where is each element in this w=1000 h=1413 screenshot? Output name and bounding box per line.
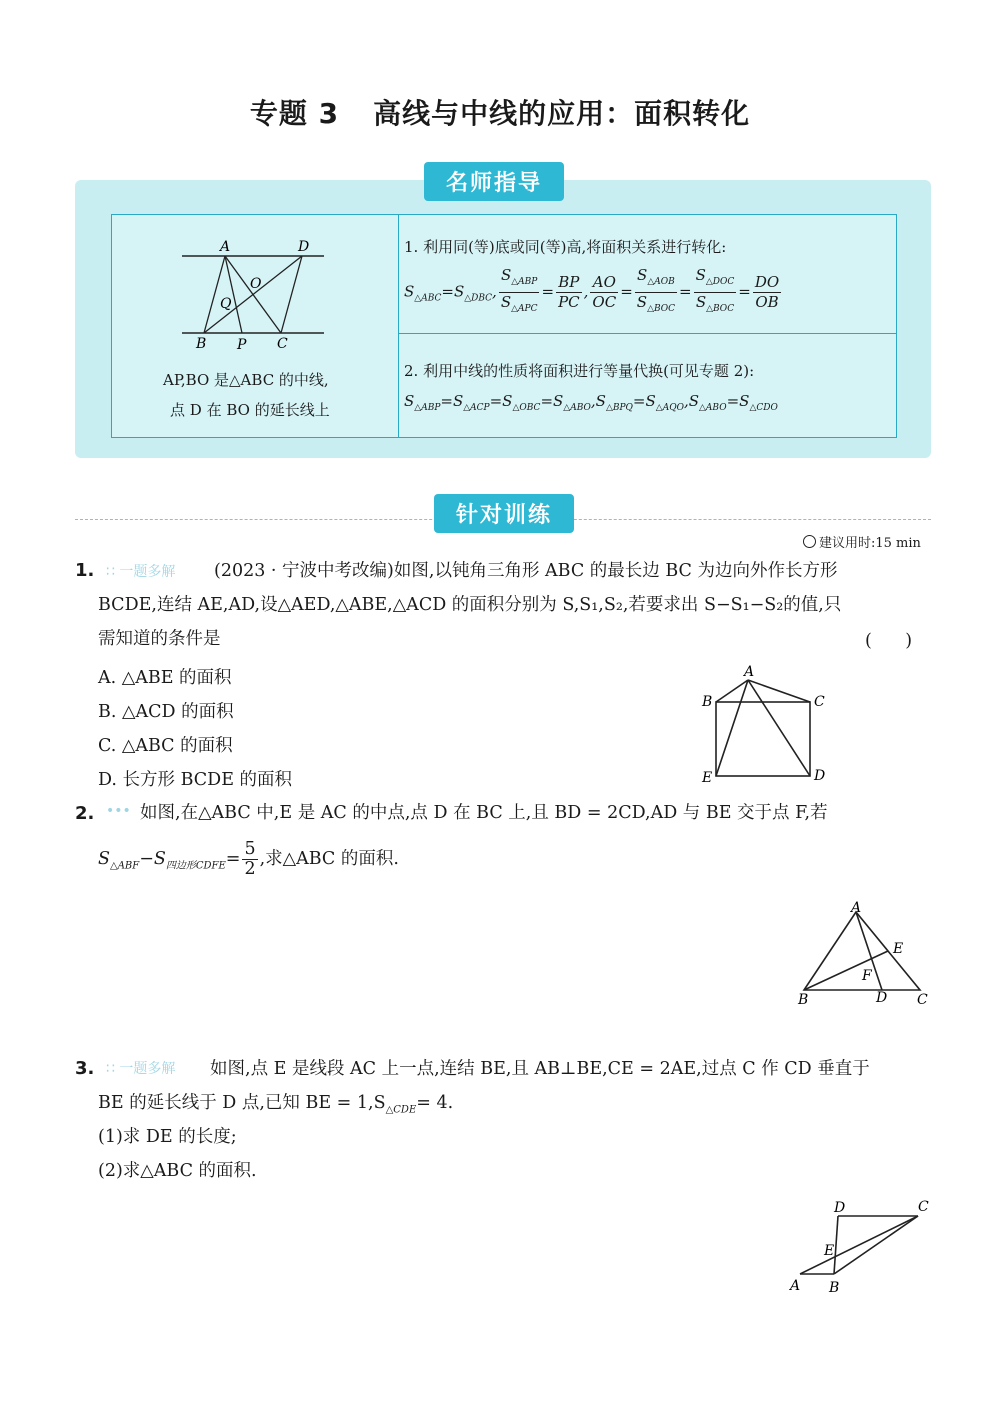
teacher-guide-tag: 名师指导 bbox=[424, 162, 564, 201]
q1-badge: ∷ 一题多解 bbox=[106, 564, 176, 580]
label-c: C bbox=[814, 694, 825, 710]
seg-bc bbox=[834, 1216, 918, 1274]
label-c: C bbox=[277, 336, 288, 352]
label-a: A bbox=[744, 664, 755, 680]
seg-ab bbox=[716, 680, 748, 702]
guide-divider-horizontal bbox=[398, 333, 896, 334]
figure-caption-1: AP,BO 是△ABC 的中线, bbox=[163, 371, 329, 389]
q1-line-1: (2023 · 宁波中考改编)如图,以钝角三角形 ABC 的最长边 BC 为边向外作长方形 bbox=[214, 561, 838, 581]
formula-2: $S_{\triangle ABP}=S_{\triangle ACP}=S_{\triangle OBC}=S_{\triangle ABO},S_{\triangle BPQ}=S_{\triangle AQO},S_{\triangle ABO}=S_{\triangle CDO}$ bbox=[404, 392, 778, 413]
q3-sub-2: (2)求△ABC 的面积. bbox=[98, 1161, 257, 1181]
q1-answer-paren: ( ) bbox=[865, 631, 913, 651]
q1-line-3: 需知道的条件是 bbox=[98, 629, 221, 649]
label-p: P bbox=[237, 337, 247, 353]
label-b: B bbox=[798, 992, 809, 1008]
q3-line-2: BE 的延长线于 D 点,已知 BE = $1,S_{\triangle CDE}= 4$. bbox=[98, 1093, 454, 1116]
formula-1: $S_{\triangle ABC}=S_{\triangle DBC}$, $\frac{S_{\triangle ABP}}{S_{\triangle APC}}$ = $\frac{BP}{PC}$ , $\frac{AO}{OC}$ = $\frac{S_{\triangle AOB}}{S_{\triangle BOC}}$ = $\frac{S_{\triangle DOC}}{S_{\triangle BOC}}$ = $\frac{DO}{OB}$ bbox=[404, 266, 780, 314]
grid-icon: ∷ bbox=[106, 564, 120, 580]
q3-number: 3. bbox=[75, 1058, 95, 1079]
q3-badge: ∷ 一题多解 bbox=[106, 1061, 176, 1077]
label-b: B bbox=[196, 336, 207, 352]
q1-option-b: B. △ACD 的面积 bbox=[98, 702, 234, 722]
q3-sub-1: (1)求 DE 的长度; bbox=[98, 1127, 237, 1147]
suggested-time: 建议用时:15 min bbox=[803, 532, 921, 551]
q1-line-2: BCDE,连结 AE,AD,设△AED,△ABE,△ACD 的面积分别为 S,S₁,S₂,若要求出 S−S₁−S₂的值,只 bbox=[98, 595, 842, 615]
q2-condition: $S_{\triangle ABF}-S_{四边形CDFE}=$ $\frac{5}{2}$ ,求△ABC 的面积. bbox=[98, 839, 399, 879]
q3-figure bbox=[784, 1194, 934, 1298]
seg-ad bbox=[748, 680, 810, 776]
q1-option-d: D. 长方形 BCDE 的面积 bbox=[98, 770, 293, 790]
q2-line-1: 如图,在△ABC 中,E 是 AC 的中点,点 D 在 BC 上,且 BD = 2CD,AD 与 BE 交于点 F,若 bbox=[140, 803, 828, 823]
seg-dc bbox=[281, 256, 302, 333]
seg-db bbox=[834, 1216, 838, 1274]
label-e: E bbox=[702, 770, 713, 786]
label-a: A bbox=[790, 1278, 801, 1294]
label-a: A bbox=[220, 239, 231, 255]
seg-bd bbox=[204, 256, 302, 333]
guide-divider-vertical bbox=[398, 214, 399, 438]
dots-icon: ••• bbox=[106, 803, 131, 819]
guide-point-2: 2. 利用中线的性质将面积进行等量代换(可见专题 2): bbox=[404, 362, 755, 380]
clock-icon bbox=[803, 535, 816, 548]
label-d: D bbox=[876, 990, 888, 1006]
label-e: E bbox=[893, 941, 904, 957]
guide-point-1: 1. 利用同(等)底或同(等)高,将面积关系进行转化: bbox=[404, 238, 727, 256]
q1-option-a: A. △ABE 的面积 bbox=[98, 668, 232, 688]
label-b: B bbox=[829, 1280, 840, 1296]
label-o: O bbox=[250, 276, 262, 292]
label-b: B bbox=[702, 694, 713, 710]
grid-icon: ∷ bbox=[106, 1061, 120, 1077]
q2-number: 2. bbox=[75, 803, 95, 824]
q1-number: 1. bbox=[75, 560, 95, 581]
guide-figure bbox=[176, 236, 332, 354]
q1-figure bbox=[698, 664, 838, 788]
figure-caption-2: 点 D 在 BO 的延长线上 bbox=[170, 401, 330, 419]
seg-ab bbox=[204, 256, 225, 333]
seg-ae bbox=[716, 680, 748, 776]
label-d: D bbox=[834, 1200, 846, 1216]
q3-line-1: 如图,点 E 是线段 AC 上一点,连结 BE,且 AB⊥BE,CE = 2AE,过点 C 作 CD 垂直于 bbox=[210, 1059, 870, 1079]
label-c: C bbox=[917, 992, 928, 1008]
rect-bcde bbox=[716, 702, 810, 776]
label-c: C bbox=[918, 1199, 929, 1215]
seg-ac bbox=[800, 1216, 918, 1274]
page-title: 专题 3 高线与中线的应用：面积转化 bbox=[249, 97, 751, 130]
label-d: D bbox=[298, 239, 310, 255]
label-d: D bbox=[814, 768, 826, 784]
label-a: A bbox=[851, 900, 862, 916]
q1-option-c: C. △ABC 的面积 bbox=[98, 736, 233, 756]
label-e: E bbox=[824, 1243, 835, 1259]
practice-tag: 针对训练 bbox=[434, 494, 574, 533]
q2-figure bbox=[794, 898, 934, 1010]
label-q: Q bbox=[220, 296, 232, 312]
label-f: F bbox=[862, 968, 872, 984]
seg-ac bbox=[748, 680, 810, 702]
